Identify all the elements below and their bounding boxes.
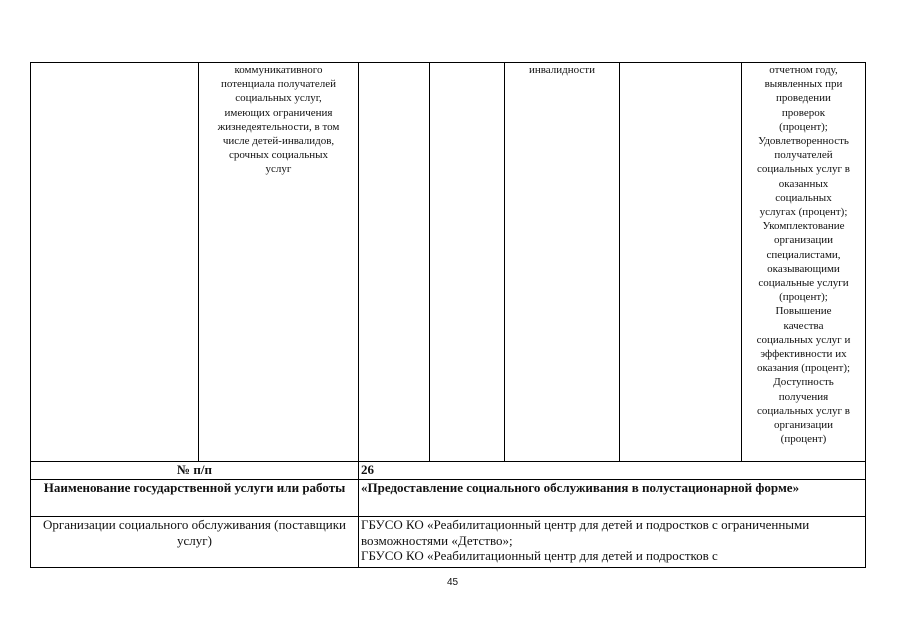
service-row <box>31 480 866 517</box>
cell-empty-3 <box>359 63 430 462</box>
cell-indicators: отчетном году, выявленных при проведении проверок (процент); Удовлетворенность получателей социальных услуг в оказанных социальных услугах (процент); Укомплектование организации специалистами, оказывающими социальные услуги (процент); Повышение качества социальных услуг и эффективности их оказания (процент); Доступность получения социальных услуг в организации (процент) <box>742 63 866 462</box>
page-number: 45 <box>446 577 459 588</box>
cell-category: инвалидности <box>505 63 620 462</box>
provider-entry-1: ГБУСО КО «Реабилитационный центр для детей и подростков с ограниченными возможностями «Детство»; <box>361 517 810 548</box>
number-row <box>31 462 866 480</box>
number-value: 26 <box>359 462 866 480</box>
number-label: № п/п <box>31 462 359 480</box>
cell-empty-6 <box>620 63 742 462</box>
providers-row <box>31 517 866 568</box>
provider-entry-2: ГБУСО КО «Реабилитационный центр для детей и подростков с <box>361 548 718 563</box>
service-value: «Предоставление социального обслуживания в полустационарной форме» <box>359 480 866 517</box>
cell-service-content: коммуникативного потенциала получателей социальных услуг, имеющих ограничения жизнедеятельности, в том числе детей-инвалидов, срочных социальных услуг <box>199 63 359 462</box>
providers-label: Организации социального обслуживания (поставщики услуг) <box>31 517 359 568</box>
continuation-row <box>31 63 866 462</box>
cell-empty-1 <box>31 63 199 462</box>
cell-empty-4 <box>430 63 505 462</box>
service-label: Наименование государственной услуги или работы <box>31 480 359 517</box>
providers-value <box>359 517 866 568</box>
document-table <box>30 62 866 568</box>
